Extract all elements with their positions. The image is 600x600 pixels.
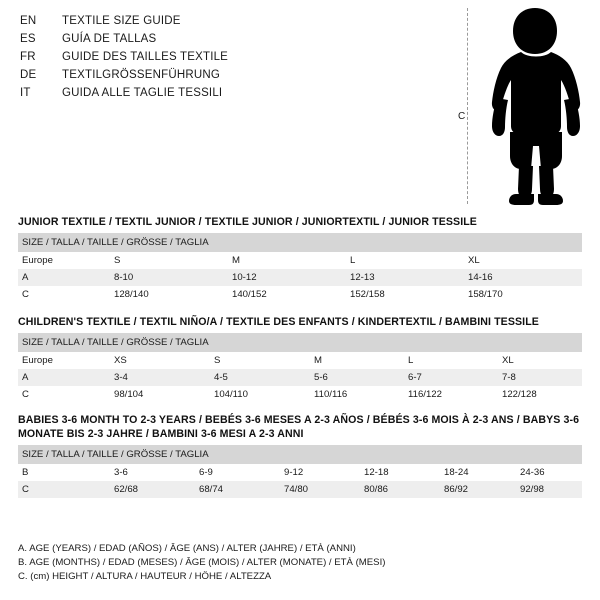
cell: S (110, 252, 228, 269)
cell: 62/68 (110, 481, 195, 498)
section-title: JUNIOR TEXTILE / TEXTIL JUNIOR / TEXTILE JUNIOR / JUNIORTEXTIL / JUNIOR TESSILE (18, 216, 477, 228)
size-table-babies (18, 445, 582, 498)
language-title: TEXTILE SIZE GUIDE (62, 15, 181, 27)
language-row (20, 12, 440, 30)
table-row (18, 369, 582, 386)
legend-line-b: B. AGE (MONTHS) / EDAD (MESES) / ÂGE (MOIS) / ALTER (MONATE) / ETÀ (MESI) (18, 557, 386, 568)
cell: M (310, 352, 404, 369)
language-row (20, 66, 440, 84)
cell: M (228, 252, 346, 269)
cell: 74/80 (280, 481, 360, 498)
row-label: A (18, 269, 110, 286)
section-children (18, 315, 582, 403)
table-head-label: SIZE / TALLA / TAILLE / GRÖSSE / TAGLIA (18, 233, 582, 252)
legend-line-a: A. AGE (YEARS) / EDAD (AÑOS) / ÂGE (ANS) / ALTER (JAHRE) / ETÀ (ANNI) (18, 543, 356, 554)
cell: 4-5 (210, 369, 310, 386)
cell: 110/116 (310, 386, 404, 403)
language-code: FR (20, 51, 36, 63)
row-label: A (18, 369, 110, 386)
cell: 98/104 (110, 386, 210, 403)
cell: 24-36 (516, 464, 582, 481)
cell: S (210, 352, 310, 369)
language-row (20, 84, 440, 102)
row-label: C (18, 286, 110, 303)
language-title: TEXTILGRÖSSENFÜHRUNG (62, 69, 220, 81)
section-title: BABIES 3-6 MONTH TO 2-3 YEARS / BEBÉS 3-6 MESES A 2-3 AÑOS / BÉBÉS 3-6 MOIS À 2-3 ANS / BABYS 3-6 MONATE BIS 2-3 JAHRE / BAMBINI 3-6 MESI A 2-3 ANNI (18, 414, 580, 440)
table-head-row (18, 445, 582, 464)
cell: XL (464, 252, 582, 269)
section-babies (18, 413, 582, 498)
language-code: IT (20, 87, 31, 99)
table-row (18, 252, 582, 269)
row-label: B (18, 464, 110, 481)
cell: L (404, 352, 498, 369)
row-label: C (18, 386, 110, 403)
cell: 152/158 (346, 286, 464, 303)
cell: L (346, 252, 464, 269)
cell: 18-24 (440, 464, 516, 481)
language-code: ES (20, 33, 36, 45)
row-label: C (18, 481, 110, 498)
cell: 86/92 (440, 481, 516, 498)
cell: 92/98 (516, 481, 582, 498)
size-table-junior (18, 233, 582, 303)
table-head-row (18, 233, 582, 252)
cell: 68/74 (195, 481, 280, 498)
cell: 3-6 (110, 464, 195, 481)
legend-footer (18, 542, 582, 584)
table-head-row (18, 333, 582, 352)
size-table-children (18, 333, 582, 403)
cell: 9-12 (280, 464, 360, 481)
section-junior (18, 215, 582, 303)
cell: 140/152 (228, 286, 346, 303)
cell: 6-7 (404, 369, 498, 386)
language-title: GUIDE DES TAILLES TEXTILE (62, 51, 229, 63)
cell: 80/86 (360, 481, 440, 498)
row-label: Europe (18, 352, 110, 369)
table-head-label: SIZE / TALLA / TAILLE / GRÖSSE / TAGLIA (18, 445, 582, 464)
cell: 104/110 (210, 386, 310, 403)
cell: 10-12 (228, 269, 346, 286)
language-title: GUÍA DE TALLAS (62, 33, 157, 45)
height-measure-line (467, 8, 468, 204)
cell: XL (498, 352, 582, 369)
cell: 158/170 (464, 286, 582, 303)
language-row (20, 30, 440, 48)
language-code: DE (20, 69, 37, 81)
language-code: EN (20, 15, 37, 27)
cell: 116/122 (404, 386, 498, 403)
cell: 8-10 (110, 269, 228, 286)
table-row (18, 464, 582, 481)
row-label: Europe (18, 252, 110, 269)
legend-line-c: C. (cm) HEIGHT / ALTURA / HAUTEUR / HÖHE / ALTEZZA (18, 571, 272, 582)
cell: 128/140 (110, 286, 228, 303)
cell: 6-9 (195, 464, 280, 481)
cell: 14-16 (464, 269, 582, 286)
toddler-silhouette-icon (483, 6, 588, 206)
language-title: GUIDA ALLE TAGLIE TESSILI (62, 87, 223, 99)
table-row (18, 352, 582, 369)
cell: 12-13 (346, 269, 464, 286)
height-measure-label: C (458, 111, 466, 122)
language-row (20, 48, 440, 66)
language-header (20, 12, 440, 102)
section-title: CHILDREN'S TEXTILE / TEXTIL NIÑO/A / TEXTILE DES ENFANTS / KINDERTEXTIL / BAMBINI TESSILE (18, 316, 539, 328)
cell: 12-18 (360, 464, 440, 481)
table-row (18, 481, 582, 498)
table-row (18, 286, 582, 303)
cell: 122/128 (498, 386, 582, 403)
figure-area (455, 6, 590, 211)
cell: 5-6 (310, 369, 404, 386)
table-row (18, 269, 582, 286)
cell: XS (110, 352, 210, 369)
table-head-label: SIZE / TALLA / TAILLE / GRÖSSE / TAGLIA (18, 333, 582, 352)
cell: 3-4 (110, 369, 210, 386)
cell: 7-8 (498, 369, 582, 386)
table-row (18, 386, 582, 403)
